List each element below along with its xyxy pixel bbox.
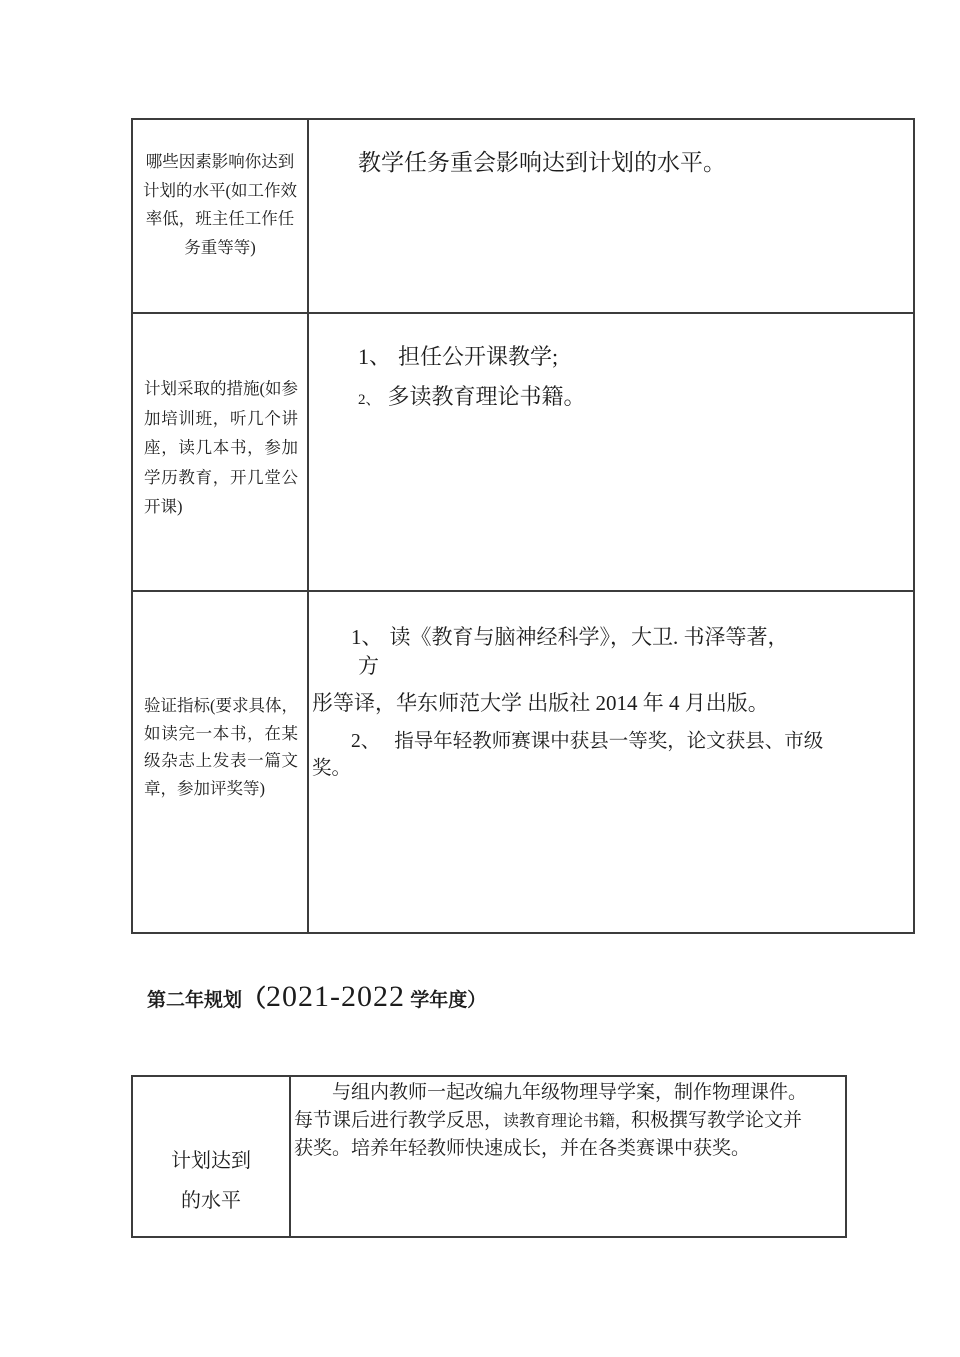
heading-open-paren: （ xyxy=(242,985,267,1012)
measure-item-2 xyxy=(358,384,903,413)
content-cell-planned-level xyxy=(290,1076,846,1237)
item-number: 1、 xyxy=(351,625,383,649)
indicator-item-1-line-2: 方 xyxy=(358,654,379,678)
item-text: 读《教育与脑神经科学》，大卫. 书泽等著， xyxy=(389,625,789,649)
content-cell-verification-indicators xyxy=(308,591,914,933)
label-cell-verification-indicators: 验证指标(要求具体，如读完一本书，在某级杂志上发表一篇文章，参加评奖等) xyxy=(132,591,308,933)
planned-level-text-line-1: 与组内教师一起改编九年级物理导学案，制作物理课件。 xyxy=(332,1082,808,1103)
item-text: 指导年轻教师赛课中获县一等奖，论文获县、市级 xyxy=(394,731,824,752)
item-number: 2、 xyxy=(358,392,381,408)
section-heading-second-year-plan xyxy=(147,978,486,1014)
table-row-planned-measures xyxy=(132,313,914,591)
plan-detail-table xyxy=(131,118,915,934)
item-number: 1、 xyxy=(358,344,392,369)
heading-suffix: 学年度） xyxy=(405,990,487,1011)
item-text: 多读教育理论书籍。 xyxy=(387,384,586,409)
indicator-item-2-line-1 xyxy=(351,728,908,755)
indicator-item-1-line-1 xyxy=(351,623,908,652)
label-cell-influencing-factors: 哪些因素影响你达到计划的水平(如工作效率低，班主任工作任务重等等) xyxy=(132,119,308,313)
item-number: 2、 xyxy=(351,731,381,752)
item-text: 担任公开课教学; xyxy=(398,344,559,369)
label-cell-planned-measures: 计划采取的措施(如参加培训班，听几个讲座，读几本书，参加学历教育，开几堂公开课) xyxy=(132,313,308,591)
second-year-level-table xyxy=(131,1075,847,1238)
heading-text: 第二年规划 xyxy=(147,990,243,1011)
table-row-verification-indicators xyxy=(132,591,914,933)
planned-level-text-line-2 xyxy=(294,1107,839,1136)
planned-level-label-line-2: 的水平 xyxy=(181,1190,241,1212)
planned-level-label-line-1: 计划达到 xyxy=(171,1150,251,1172)
content-cell-influencing-factors: 教学任务重会影响达到计划的水平。 xyxy=(308,119,914,313)
text-run: 积极撰写教学论文并 xyxy=(631,1109,803,1131)
indicator-item-2-line-2: 奖。 xyxy=(312,758,352,779)
planned-level-text-line-3: 获奖。培养年轻教师快速成长，并在各类赛课中获奖。 xyxy=(294,1138,751,1159)
measure-item-1 xyxy=(358,344,903,370)
text-run-small: 读教育理论书籍， xyxy=(503,1112,632,1130)
table-row-planned-level xyxy=(132,1076,846,1237)
heading-school-years: 2021-2022 xyxy=(266,980,406,1013)
indicator-item-1-line-3: 彤等译，华东师范大学 出版社 2014 年 4 月出版。 xyxy=(312,691,769,715)
content-cell-planned-measures xyxy=(308,313,914,591)
label-cell-planned-level xyxy=(132,1076,290,1237)
text-run: 每节课后进行教学反思， xyxy=(294,1109,504,1131)
table-row-influencing-factors xyxy=(132,119,914,313)
